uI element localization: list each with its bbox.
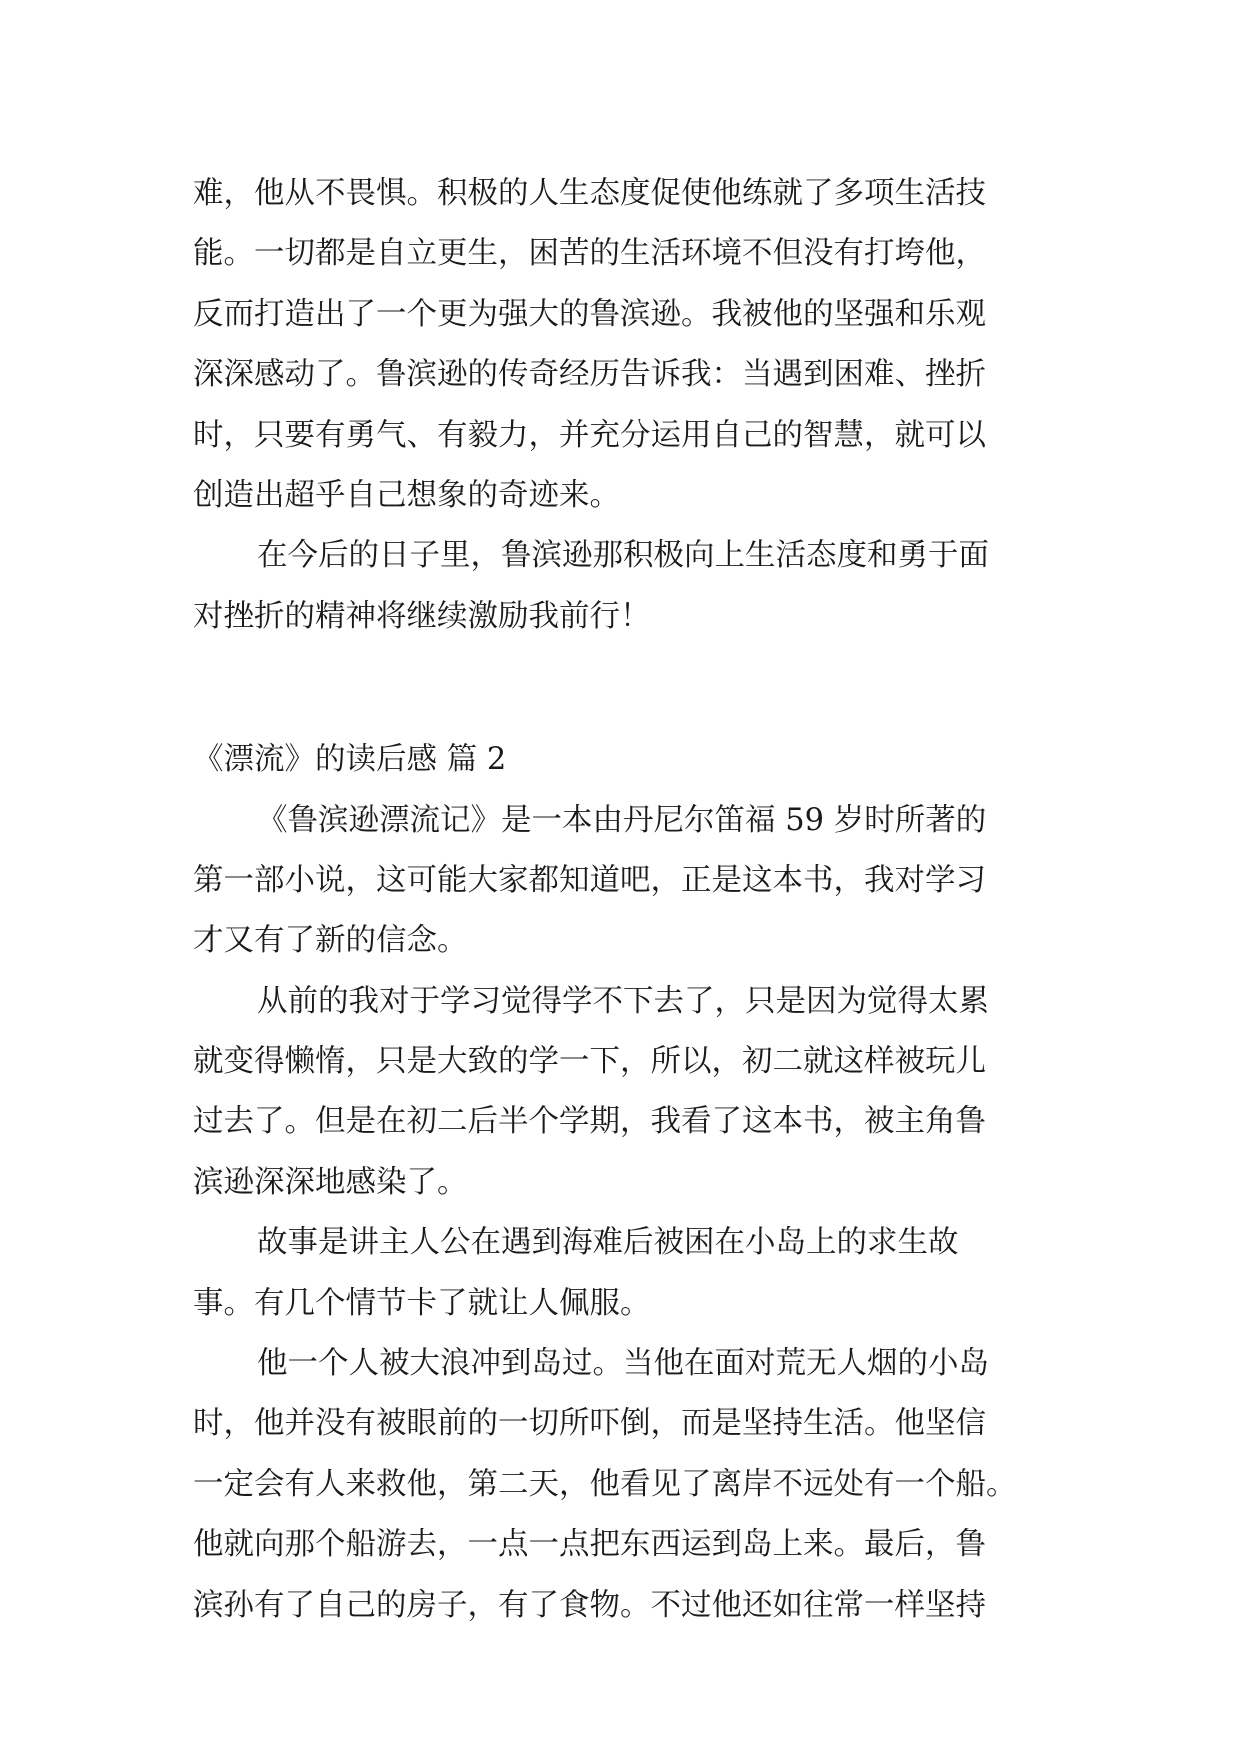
text-line: 就变得懒惰，只是大致的学一下，所以，初二就这样被玩儿 (193, 1044, 986, 1080)
text-line: 滨孙有了自己的房子，有了食物。不过他还如往常一样坚持 (193, 1587, 986, 1623)
text-line: 时，只要有勇气、有毅力，并充分运用自己的智慧，就可以 (193, 417, 986, 453)
text-line: 他就向那个船游去，一点一点把东西运到岛上来。最后，鲁 (193, 1527, 986, 1563)
text-line: 对挫折的精神将继续激励我前行！ (193, 598, 651, 634)
paragraph (193, 164, 1063, 526)
text-line: 一定会有人来救他，第二天，他看见了离岸不远处有一个船。 (193, 1466, 1017, 1502)
section-heading: 《漂流》的读后感 篇 2 (193, 742, 507, 778)
paragraph (193, 972, 1063, 1214)
text-line: 他一个人被大浪冲到岛过。当他在面对荒无人烟的小岛 (257, 1346, 989, 1382)
text-line: 才又有了新的信念。 (193, 923, 468, 959)
text-line: 第一部小说，这可能大家都知道吧，正是这本书，我对学习 (193, 862, 986, 898)
text-line: 能。一切都是自立更生，困苦的生活环境不但没有打垮他， (193, 236, 986, 272)
text-line: 在今后的日子里，鲁滨逊那积极向上生活态度和勇于面 (257, 538, 989, 574)
text-line: 时，他并没有被眼前的一切所吓倒，而是坚持生活。他坚信 (193, 1406, 986, 1442)
document-body (193, 164, 1063, 1636)
text-line: 反而打造出了一个更为强大的鲁滨逊。我被他的坚强和乐观 (193, 296, 986, 332)
text-line: 事。有几个情节卡了就让人佩服。 (193, 1285, 651, 1321)
text-line: 滨逊深深地感染了。 (193, 1164, 468, 1200)
text-line: 过去了。但是在初二后半个学期，我看了这本书，被主角鲁 (193, 1104, 986, 1140)
paragraph (193, 1213, 1063, 1334)
paragraph (193, 1334, 1063, 1636)
text-line: 创造出超乎自己想象的奇迹来。 (193, 477, 620, 513)
paragraph (193, 791, 1063, 972)
paragraph (193, 526, 1063, 647)
text-line: 深深感动了。鲁滨逊的传奇经历告诉我：当遇到困难、挫折 (193, 357, 986, 393)
section-gap (193, 647, 1063, 730)
text-line: 从前的我对于学习觉得学不下去了，只是因为觉得太累 (257, 983, 989, 1019)
text-line: 难，他从不畏惧。积极的人生态度促使他练就了多项生活技 (193, 176, 986, 211)
text-line: 《鲁滨逊漂流记》是一本由丹尼尔笛福 59 岁时所著的 (257, 802, 987, 838)
text-line: 故事是讲主人公在遇到海难后被困在小岛上的求生故 (257, 1225, 959, 1261)
